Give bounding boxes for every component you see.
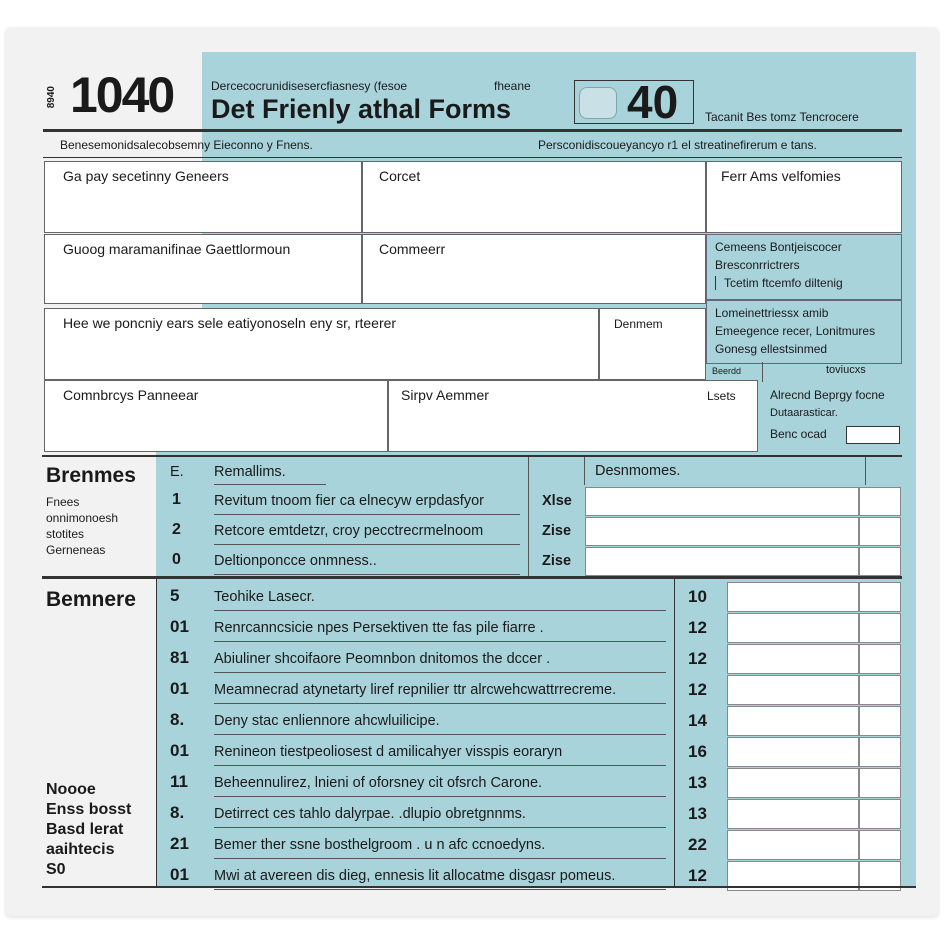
form-number: 1040 xyxy=(70,67,174,123)
section2-row-line: 10 xyxy=(688,587,707,606)
form-title: Det Frienly athal Forms xyxy=(211,94,512,124)
header-rule xyxy=(43,129,902,132)
section2-row-text: Deny stac enliennore ahcwluilicipe. xyxy=(214,713,440,729)
section2-desc-line2: Enss bosst xyxy=(46,801,132,818)
section2-row-text: Mwi at avereen dis dieg, ennesis lit allocatme disgasr pomeus. xyxy=(214,868,616,884)
section2-row-num: 01 xyxy=(170,865,189,884)
field-name-label: Ga pay secetinny Geneers xyxy=(63,168,229,184)
section2-desc-line3: Basd lerat xyxy=(46,821,124,838)
section2-row-num: 5 xyxy=(170,586,180,605)
section2-row-input[interactable] xyxy=(727,675,859,705)
side-panel-3-top-right: toviucxs xyxy=(826,364,866,376)
section2-row-num: 81 xyxy=(170,648,189,667)
section1-desc-line2: onnimonoesh xyxy=(46,511,119,525)
section2-row-input[interactable] xyxy=(727,613,859,643)
side-panel-3 xyxy=(762,382,900,448)
section1-desc-line1: Fnees xyxy=(46,495,80,509)
section1-row-underline xyxy=(214,544,520,545)
section2-row-input[interactable] xyxy=(727,768,859,798)
section1-row-input-small[interactable] xyxy=(859,517,901,546)
section2-row-underline xyxy=(214,672,666,673)
section2-row-num: 8. xyxy=(170,710,185,729)
side-tag: 8940 xyxy=(46,86,57,109)
side-panel-1-line1: Cemeens Bontjeiscocer xyxy=(715,240,842,254)
section2-row-input[interactable] xyxy=(727,582,859,612)
section2-row-input[interactable] xyxy=(727,830,859,860)
section1-row-num: 0 xyxy=(172,551,181,568)
form-page xyxy=(6,28,938,916)
section2-row-line: 12 xyxy=(688,649,707,668)
section2-row-underline xyxy=(214,641,666,642)
field-comment-label: Commeerr xyxy=(379,241,446,257)
section2-row-input[interactable] xyxy=(727,799,859,829)
section2-row-num: 8. xyxy=(170,803,185,822)
section1-title: Brenmes xyxy=(46,464,136,487)
field-guardian-label: Guoog maramanifinae Gaettlormoun xyxy=(63,241,291,257)
section2-desc xyxy=(46,780,131,880)
info-rule xyxy=(43,157,902,158)
section2-row-underline xyxy=(214,858,666,859)
field-guardian[interactable] xyxy=(44,234,362,304)
field-company[interactable] xyxy=(44,380,388,452)
info-line-right: Persconidiscoueyancyo r1 el streatinefirerum e tans. xyxy=(538,138,817,152)
field-reference-label: Ferr Ams velfomies xyxy=(721,168,841,184)
section2-row-input[interactable] xyxy=(727,706,859,736)
section1-row-text: Retcore emtdetzr, croy pecctrecrmelnoom xyxy=(214,523,484,539)
section2-row-text: Renrcanncsicie npes Persektiven tte fas pile fiarre . xyxy=(214,620,544,636)
field-reference[interactable] xyxy=(706,161,902,233)
section1-row-input[interactable] xyxy=(585,547,859,576)
section1-desc xyxy=(46,494,118,558)
section2-row-line: 14 xyxy=(688,711,707,730)
section2-desc-line1: Noooe xyxy=(46,781,96,798)
field-contact[interactable] xyxy=(362,161,706,233)
section2-row-line: 16 xyxy=(688,742,707,761)
section1-row-input-small[interactable] xyxy=(859,547,901,576)
section2-line-divider xyxy=(674,579,675,886)
section2-row-input-small[interactable] xyxy=(859,737,901,767)
section2-row-text: Renineon tiestpeoliosest d amilicahyer visspis eoraryn xyxy=(214,744,563,760)
side-panel-3-top xyxy=(706,362,900,382)
section2-row-text: Beheennulirez, lnieni of oforsney cit ofsrch Carone. xyxy=(214,775,543,791)
bottom-rule xyxy=(42,886,916,888)
section2-row-line: 13 xyxy=(688,804,707,823)
section2-row-input-small[interactable] xyxy=(859,768,901,798)
section2-row-underline xyxy=(214,796,666,797)
side-panel-2-line3: Gonesg ellestsinmed xyxy=(715,342,828,356)
section2-title: Bemnere xyxy=(46,588,136,611)
year-box xyxy=(574,76,694,128)
section1-row-num: 1 xyxy=(172,491,181,508)
section1-row-text: Revitum tnoom fier ca elnecyw erpdasfyor xyxy=(214,493,484,509)
section2-row-underline xyxy=(214,610,666,611)
section1-header-left: Remallims. xyxy=(214,464,286,480)
section1-row-input[interactable] xyxy=(585,487,859,516)
section1-row-text: Deltionponcce onmness.. xyxy=(214,553,377,569)
section2-row-text: Meamnecrad atynetarty liref repnilier ttr alrcwehcwattrrecreme. xyxy=(214,682,617,698)
section2-row-input-small[interactable] xyxy=(859,706,901,736)
section2-row-underline xyxy=(214,765,666,766)
side-panel-1-line2: Bresconrrictrers xyxy=(715,258,800,272)
section2-row-underline xyxy=(214,889,666,890)
field-comment[interactable] xyxy=(362,234,706,304)
section2-row-num: 21 xyxy=(170,834,189,853)
section2-row-line: 12 xyxy=(688,618,707,637)
section2-row-input-small[interactable] xyxy=(859,675,901,705)
section1-row-code: Zise xyxy=(542,553,572,569)
field-domain-label: Denmem xyxy=(614,317,663,331)
side-panel-1 xyxy=(706,234,902,300)
field-company-label: Comnbrcys Panneear xyxy=(63,387,199,403)
section2-row-text: Abiuliner shcoifaore Peomnbon dnitomos the dccer . xyxy=(214,651,551,667)
section2-row-underline xyxy=(214,703,666,704)
section1-header-right-box xyxy=(584,457,866,485)
field-support-label: Sirpv Aemmer xyxy=(401,387,489,403)
logo-icon xyxy=(579,87,617,119)
section1-desc-line3: stotites xyxy=(46,527,85,541)
section2-desc-line5: S0 xyxy=(46,861,66,878)
section1-row-input[interactable] xyxy=(585,517,859,546)
side-panel-3-top-left: Beerdd xyxy=(712,366,742,376)
section2-row-num: 11 xyxy=(170,772,188,791)
section2-row-input-small[interactable] xyxy=(859,830,901,860)
section2-row-input-small[interactable] xyxy=(859,799,901,829)
section2-row-text: Bemer ther ssne bosthelgroom . u n afc ccnoedyns. xyxy=(214,837,546,853)
section1-row-code: Zise xyxy=(542,523,572,539)
field-support-right-label: Lsets xyxy=(707,389,736,403)
section2-row-line: 12 xyxy=(688,866,707,885)
side-panel-1-line3[interactable]: Tcetim ftcemfo diltenig xyxy=(715,276,843,290)
field-contact-label: Corcet xyxy=(379,168,421,184)
subtitle-small: Dercecocrunidisesercfiasnesy (fesoe xyxy=(211,79,408,93)
field-address-label: Hee we poncniy ears sele eatiyonoseln eny sr, rteerer xyxy=(63,315,397,331)
field-name[interactable] xyxy=(44,161,362,233)
section2-row-input[interactable] xyxy=(727,644,859,674)
section1-header-num: E. xyxy=(170,464,184,480)
section2-row-input-small[interactable] xyxy=(859,582,901,612)
section2-row-num: 01 xyxy=(170,617,189,636)
section2-desc-line4: aaihtecis xyxy=(46,841,115,858)
section2-row-input-small[interactable] xyxy=(859,644,901,674)
section1-header-right: Desnmomes. xyxy=(595,463,681,479)
section2-row-text: Detirrect ces tahlo dalyrpae. .dlupio obretgnnms. xyxy=(214,806,526,822)
section2-row-underline xyxy=(214,827,666,828)
section2-row-underline xyxy=(214,734,666,735)
field-address[interactable] xyxy=(44,308,599,380)
section2-rule xyxy=(42,576,902,579)
section2-row-input-small[interactable] xyxy=(859,613,901,643)
side-panel-2-line2: Emeegence recer, Lonitmures xyxy=(715,324,876,338)
field-support[interactable] xyxy=(388,380,758,452)
info-line-left: Benesemonidsalecobsemny Eieconno y Fnens. xyxy=(60,138,313,152)
section1-row-num: 2 xyxy=(172,521,181,538)
section2-row-line: 13 xyxy=(688,773,707,792)
header-right-caption: Tacanit Bes tomz Tencrocere xyxy=(705,110,859,124)
section2-row-input[interactable] xyxy=(727,737,859,767)
side-panel-3-line1: Alrecnd Beprgy focne xyxy=(770,388,885,402)
side-panel-2 xyxy=(706,300,902,364)
section1-row-input-small[interactable] xyxy=(859,487,901,516)
subtitle-small-right: fheane xyxy=(494,79,531,93)
side-panel-2-line1: Lomeinettriessx amib xyxy=(715,306,829,320)
year-label: 40 xyxy=(627,76,679,128)
section1-row-underline xyxy=(214,514,520,515)
section2-row-num: 01 xyxy=(170,679,189,698)
section1-desc-line4: Gerneneas xyxy=(46,543,106,557)
side-panel-3-line3: Benc ocad xyxy=(770,427,827,441)
side-panel-3-input[interactable] xyxy=(846,426,900,444)
section2-row-line: 22 xyxy=(688,835,707,854)
section2-row-line: 12 xyxy=(688,680,707,699)
section1-row-code: Xlse xyxy=(542,493,572,509)
field-domain[interactable] xyxy=(599,308,706,380)
side-panel-3-line2: Dutaarasticar. xyxy=(770,407,838,419)
section1-row-underline xyxy=(214,574,520,575)
section2-row-num: 01 xyxy=(170,741,189,760)
section2-row-text: Teohike Lasecr. xyxy=(214,589,315,605)
